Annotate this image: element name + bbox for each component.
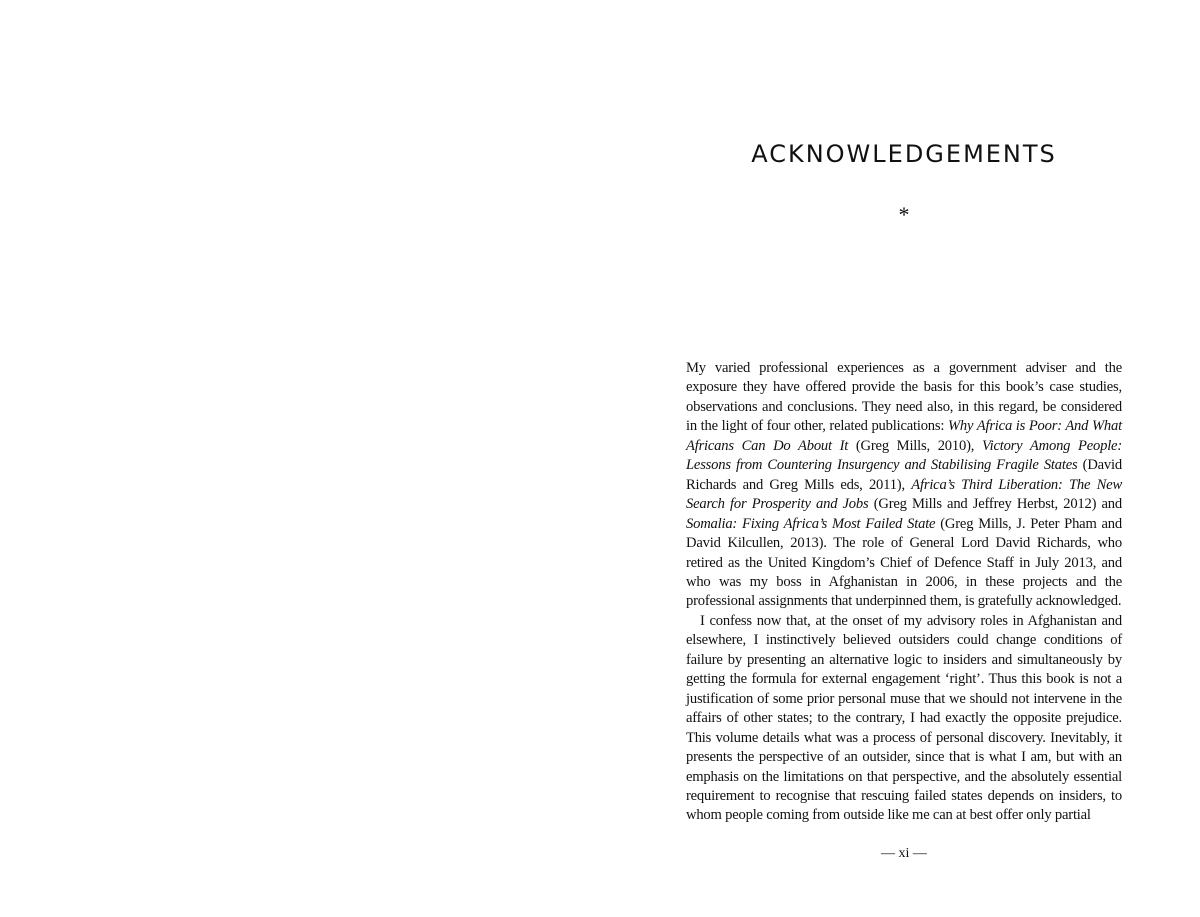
book-title-somalia: Somalia: Fixing Africa’s Most Failed State	[686, 515, 936, 532]
paragraph-1	[686, 359, 1122, 612]
para1-text-1: My varied professional experiences as a government adviser and the exposure they have offered provide the basis for this book’s case studies, observations and conclusions. They need also, in this regard, be considered in the light of four other, related publications:	[686, 360, 1122, 435]
page-number: — xi —	[881, 846, 927, 861]
para1-text-3: (David Richards and Greg Mills eds, 2011),	[686, 457, 1122, 493]
book-title-africas-third-liberation: Africa’s Third Liberation: The New Search for Prosperity and Jobs	[686, 476, 1122, 513]
book-title-victory-among-people: Victory Among People: Lessons from Countering Insurgency and Stabilising Fragile States	[686, 437, 1122, 474]
book-title-why-africa-is-poor: Why Africa is Poor: And What Africans Can Do About It	[686, 418, 1122, 454]
body-text	[686, 359, 1122, 826]
paragraph-2: I confess now that, at the onset of my advisory roles in Afghanistan and elsewhere, I instinctively believed outsiders could change conditions of failure by presenting an alternative logic to insiders and simultaneously by getting the formula for external engagement ‘right’. Thus this book is not a justification of some prior personal muse that we should not intervene in the affairs of other states; to the contrary, I had exactly the opposite prejudice. This volume details what was a process of personal discovery. Inevitably, it presents the perspective of an outsider, since that is what I am, but with an emphasis on the limitations on that perspective, and the absolutely essential requirement to recognise that rescuing failed states depends on insiders, to whom people coming from outside like me can at best offer only partial	[686, 612, 1122, 824]
para1-text-5: (Greg Mills, J. Peter Pham and David Kilcullen, 2013). The role of General Lord David Richards, who retired as the United Kingdom’s Chief of Defence Staff in July 2013, and who was my boss in Afghanistan in 2006, in these projects and the professional assignments that underpinned them, is gratefully acknowledged.	[686, 515, 1122, 610]
asterisk-ornament-icon: *	[898, 202, 910, 227]
para1-text-4: (Greg Mills and Jeffrey Herbst, 2012) and	[868, 496, 1122, 513]
para1-text-2: (Greg Mills, 2010),	[848, 437, 982, 454]
right-page	[600, 0, 1200, 917]
chapter-title: ACKNOWLEDGEMENTS	[751, 140, 1057, 168]
